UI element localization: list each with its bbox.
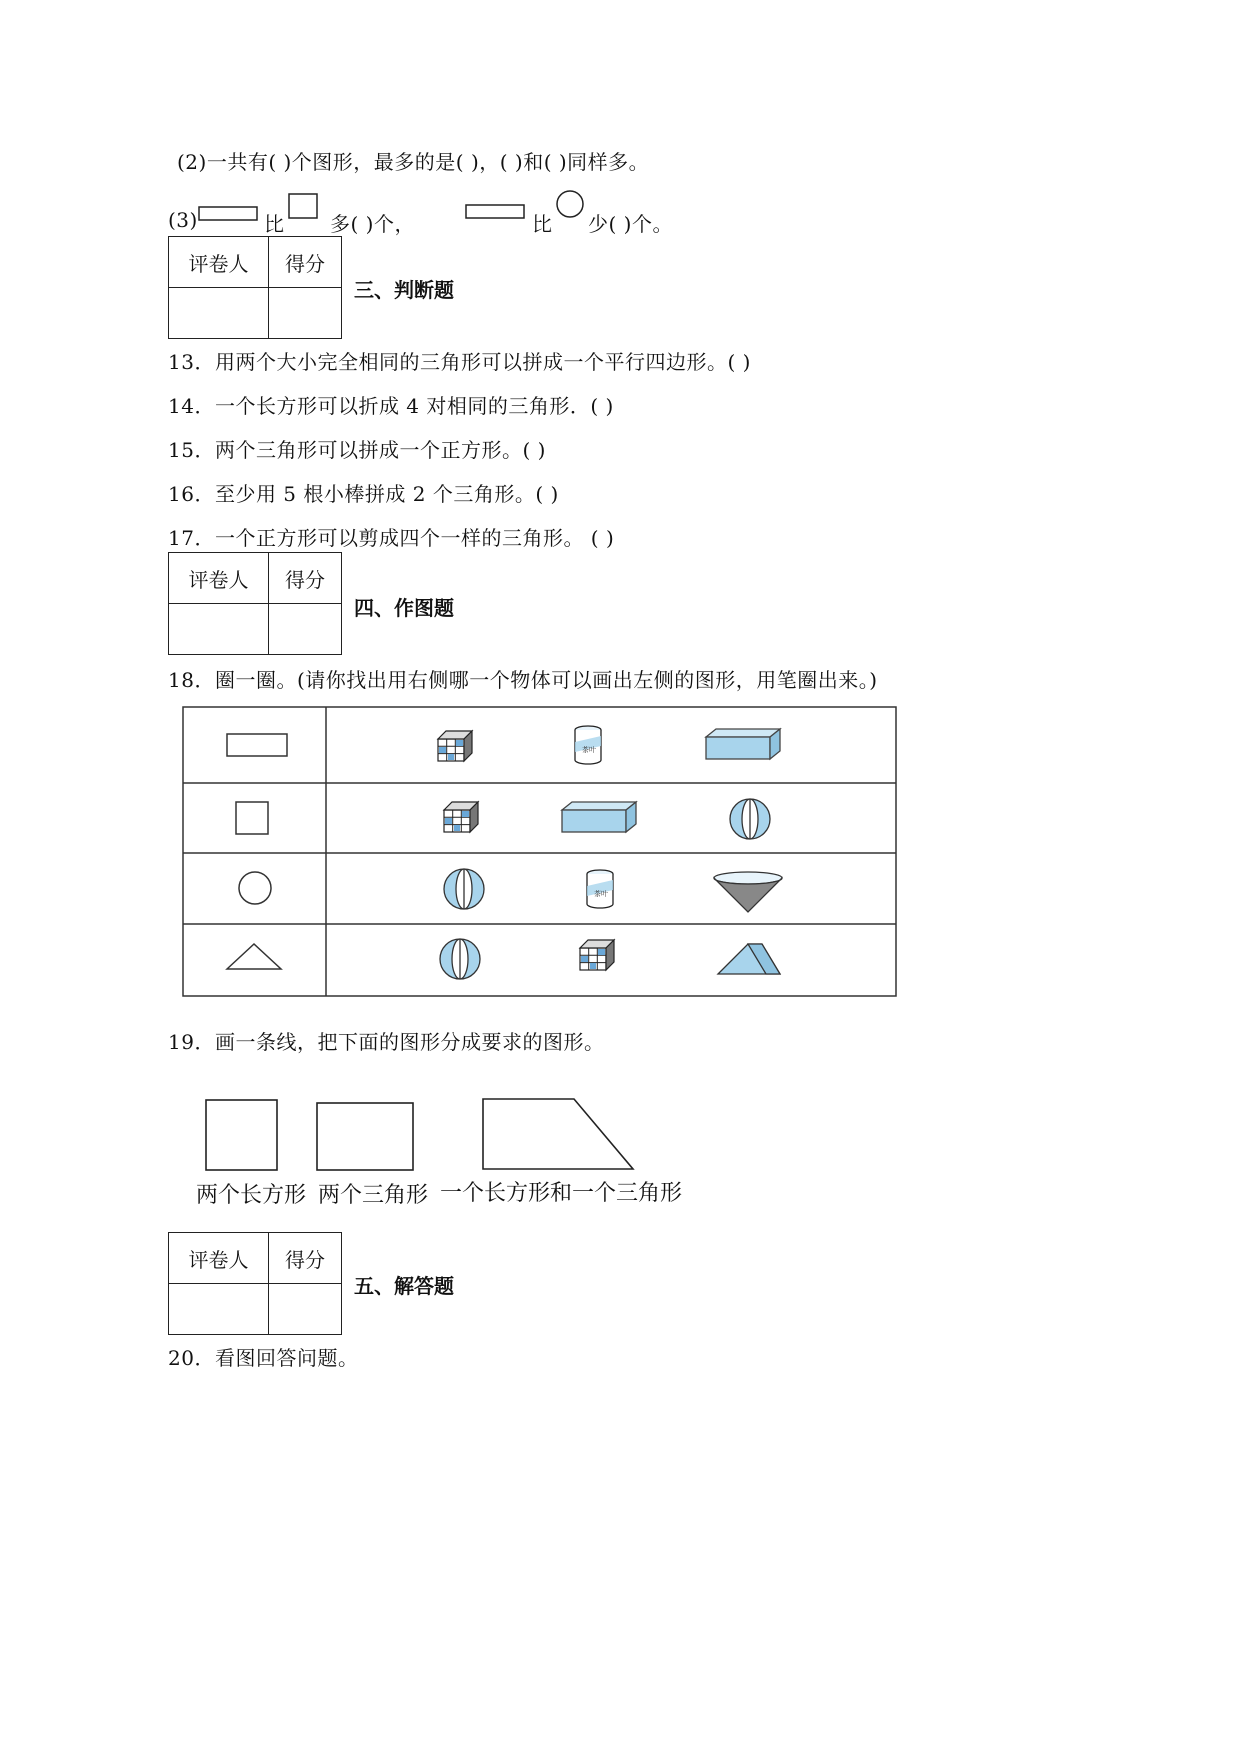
score-cell[interactable] [269, 604, 342, 655]
question-13: 13．用两个大小完全相同的三角形可以拼成一个平行四边形。( ) [168, 350, 751, 374]
rectangle-icon [465, 202, 527, 222]
reviewer-cell[interactable] [169, 288, 269, 339]
reviewer-cell[interactable] [169, 1284, 269, 1335]
question-18: 18．圈一圈。(请你找出用右侧哪一个物体可以画出左侧的图形，用笔圈出来。) [168, 668, 878, 692]
caption-two-triangles: 两个三角形 [318, 1183, 429, 1208]
section-title-judge: 三、判断题 [354, 278, 454, 302]
ball-icon[interactable] [730, 799, 770, 839]
score-label: 得分 [269, 553, 342, 604]
question-17: 17．一个正方形可以剪成四个一样的三角形。 ( ) [168, 526, 615, 550]
tea-can-icon[interactable] [587, 870, 613, 908]
score-cell[interactable] [269, 288, 342, 339]
cone-icon[interactable] [714, 872, 782, 912]
caption-two-rectangles: 两个长方形 [196, 1183, 307, 1208]
score-table [168, 552, 342, 655]
ball-icon[interactable] [440, 939, 480, 979]
rectangle-icon [198, 204, 260, 224]
reviewer-label: 评卷人 [169, 553, 269, 604]
ball-icon[interactable] [444, 869, 484, 909]
q12-part3-bi1: 比 [264, 212, 285, 236]
reviewer-cell[interactable] [169, 604, 269, 655]
section-title-answer: 五、解答题 [354, 1274, 454, 1298]
reviewer-label: 评卷人 [169, 237, 269, 288]
target-triangle [227, 944, 281, 969]
square-icon [287, 192, 321, 224]
section-title-drawing: 四、作图题 [354, 596, 454, 620]
rubiks-cube-icon[interactable] [580, 940, 614, 970]
rubiks-cube-icon[interactable] [444, 802, 478, 832]
rubiks-cube-icon[interactable] [438, 731, 472, 761]
divide-shapes-figure [200, 1094, 660, 1178]
question-16: 16．至少用 5 根小棒拼成 2 个三角形。( ) [168, 482, 559, 506]
circle-icon [554, 188, 588, 222]
cuboid-box-icon[interactable] [562, 802, 636, 832]
rectangle-shape[interactable] [317, 1103, 413, 1170]
q12-part3-prefix: (3) [168, 208, 198, 232]
question-19: 19．画一条线，把下面的图形分成要求的图形。 [168, 1030, 605, 1054]
target-circle [239, 872, 271, 904]
reviewer-label: 评卷人 [169, 1233, 269, 1284]
target-rectangle [227, 734, 287, 756]
square-shape[interactable] [206, 1100, 277, 1170]
score-cell[interactable] [269, 1284, 342, 1335]
question-15: 15．两个三角形可以拼成一个正方形。( ) [168, 438, 546, 462]
tea-can-icon[interactable] [575, 726, 601, 764]
q12-part3-mid: 多( )个， [330, 212, 415, 236]
score-label: 得分 [269, 237, 342, 288]
score-table [168, 1232, 342, 1335]
question-20: 20．看图回答问题。 [168, 1346, 359, 1370]
q12-part2: (2)一共有( )个图形，最多的是( )，( )和( )同样多。 [177, 150, 650, 174]
trapezoid-shape[interactable] [483, 1099, 633, 1169]
q12-part3-end: 少( )个。 [588, 212, 673, 236]
cuboid-box-icon[interactable] [706, 729, 780, 759]
caption-rect-and-triangle: 一个长方形和一个三角形 [440, 1181, 683, 1206]
score-table [168, 236, 342, 339]
triangular-prism-icon[interactable] [718, 944, 780, 974]
question-14: 14．一个长方形可以折成 4 对相同的三角形．( ) [168, 394, 614, 418]
q12-part3-bi2: 比 [532, 212, 553, 236]
score-label: 得分 [269, 1233, 342, 1284]
target-square [236, 802, 268, 834]
shape-match-grid: 茶叶 [182, 706, 898, 998]
